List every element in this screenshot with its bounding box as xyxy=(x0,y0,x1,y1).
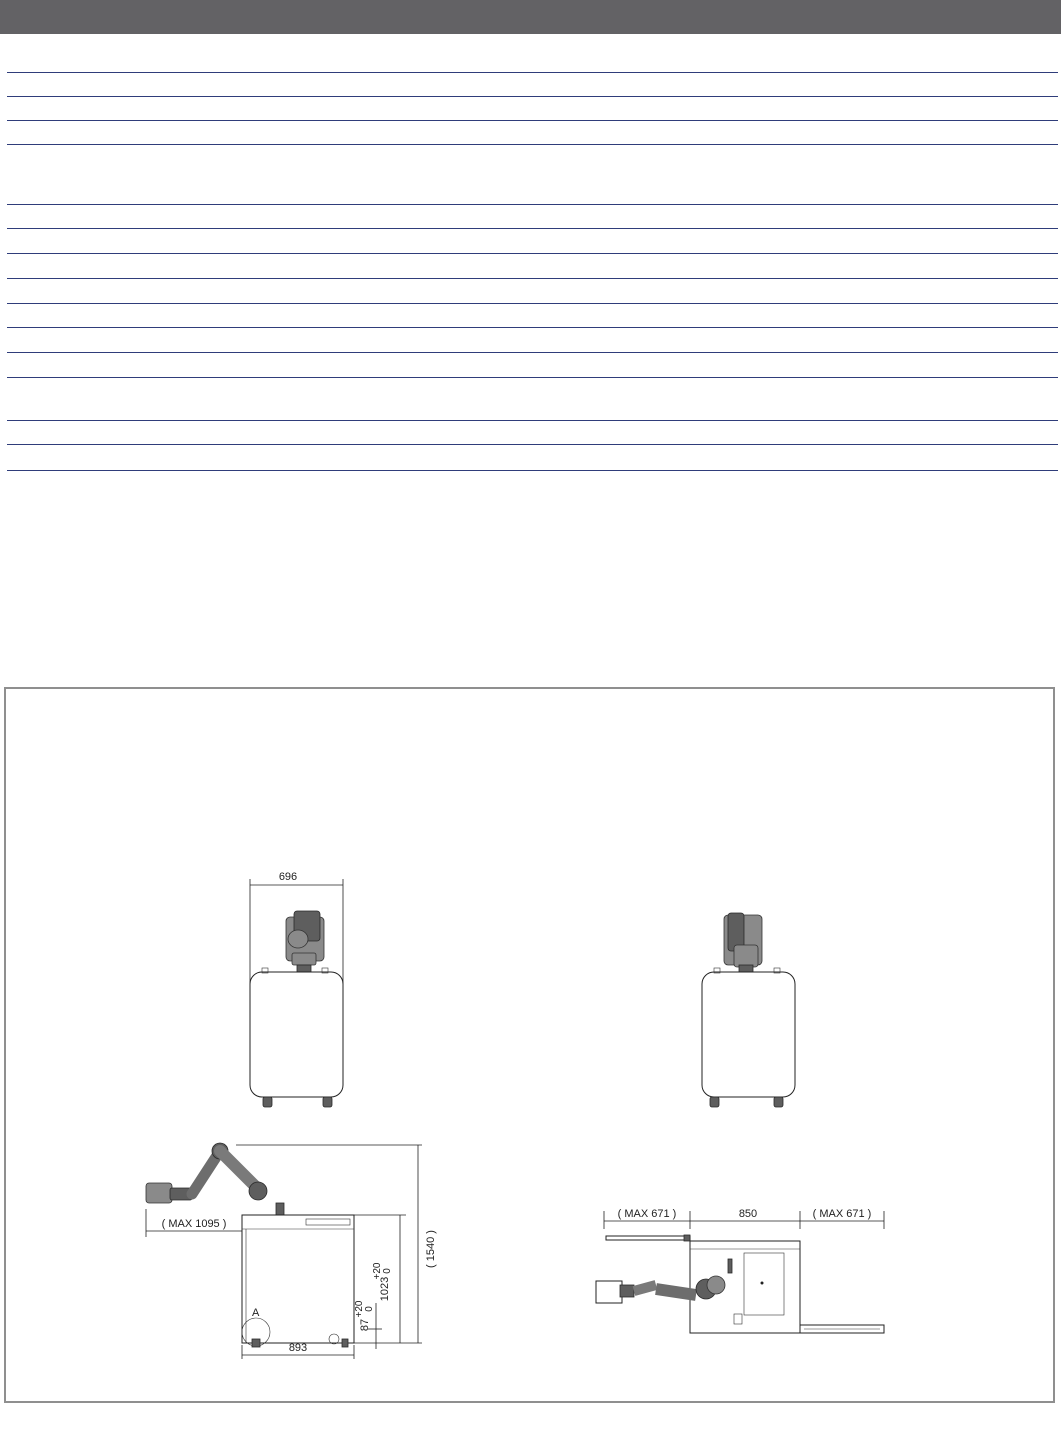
reach-label: ( MAX 1095 ) xyxy=(161,1218,227,1230)
drawing-frame xyxy=(4,687,1055,1403)
table-row-divider xyxy=(7,144,1058,145)
total-height-label: ( 1540 ) xyxy=(425,1230,437,1268)
table-row-divider xyxy=(7,120,1058,121)
base-tol-lower: 0 xyxy=(364,1306,375,1312)
depth-label: 893 xyxy=(288,1342,308,1354)
side-view xyxy=(146,1143,437,1359)
front-width-label: 696 xyxy=(278,871,298,883)
table-row-divider xyxy=(7,303,1058,304)
header-bar xyxy=(0,0,1061,34)
front-view xyxy=(250,871,343,1107)
technical-drawing xyxy=(6,689,1053,1401)
table-row-divider xyxy=(7,352,1058,353)
height-tol-lower: 0 xyxy=(382,1268,393,1274)
table-row-divider xyxy=(7,253,1058,254)
table-row-divider xyxy=(7,228,1058,229)
base-label: 87 xyxy=(359,1318,371,1332)
base-tol-upper: +20 xyxy=(354,1300,365,1318)
table-row-divider xyxy=(7,278,1058,279)
left-reach-label: ( MAX 671 ) xyxy=(617,1208,677,1220)
right-reach-label: ( MAX 671 ) xyxy=(812,1208,872,1220)
top-view xyxy=(596,1208,884,1333)
rear-view xyxy=(702,913,795,1107)
detail-a-label: A xyxy=(252,1307,260,1319)
table-row-divider xyxy=(7,444,1058,445)
height-label: 1023 xyxy=(379,1276,391,1302)
table-row-divider xyxy=(7,420,1058,421)
table-row-divider xyxy=(7,204,1058,205)
table-row-divider xyxy=(7,327,1058,328)
height-tol-upper: +20 xyxy=(372,1262,383,1280)
table-row-divider xyxy=(7,96,1058,97)
table-row-divider xyxy=(7,72,1058,73)
table-row-divider xyxy=(7,470,1058,471)
table-row-divider xyxy=(7,377,1058,378)
top-width-label: 850 xyxy=(738,1208,758,1220)
